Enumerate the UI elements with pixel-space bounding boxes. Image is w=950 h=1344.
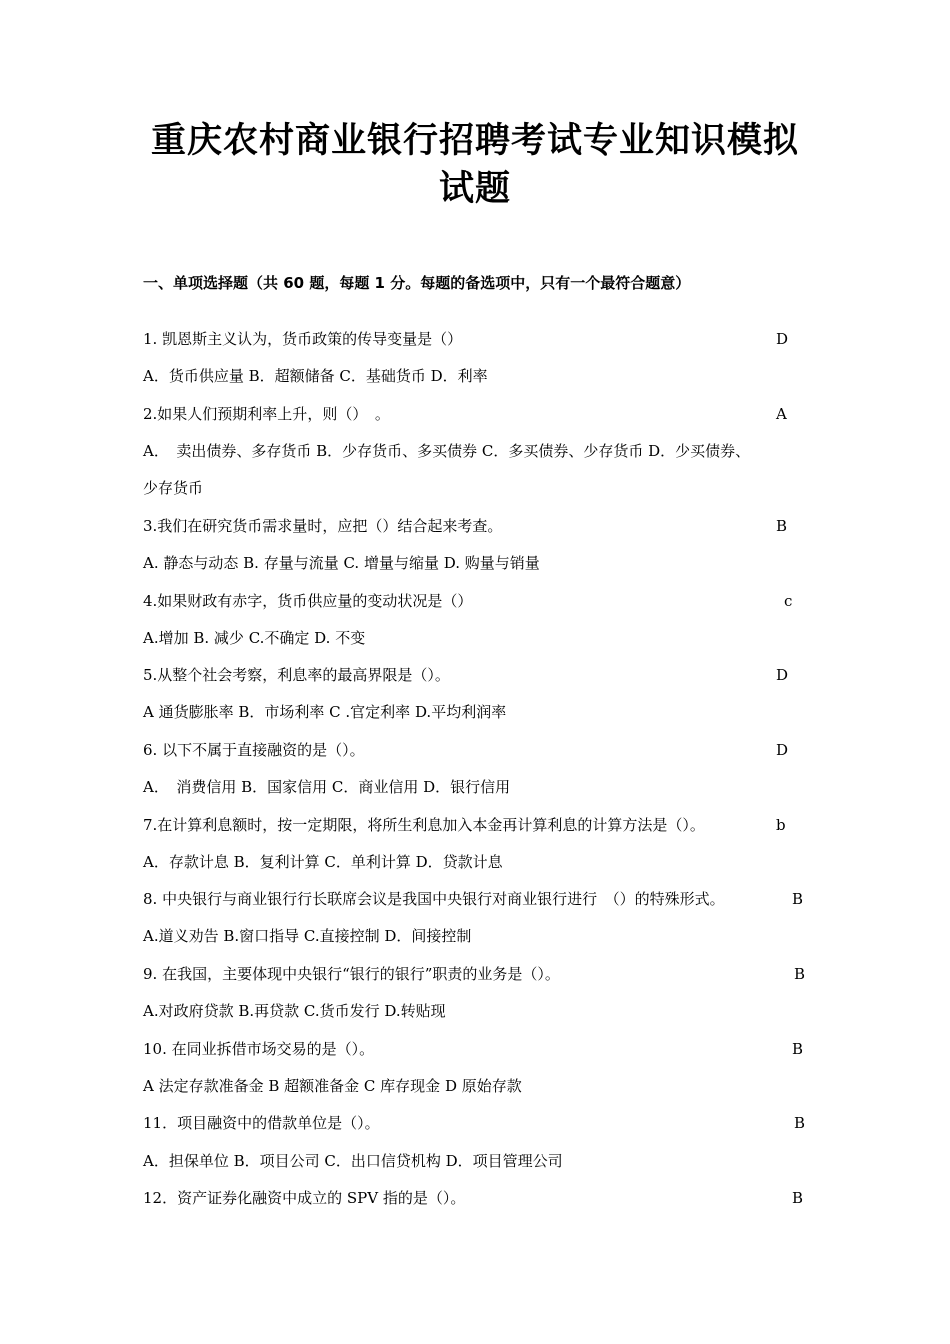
question-options: A．担保单位 B．项目公司 C．出口信贷机构 D．项目管理公司 <box>143 1152 563 1170</box>
question-text: 6. 以下不属于直接融资的是（）。 <box>143 741 365 759</box>
question-options: A.增加 B. 减少 C.不确定 D. 不变 <box>143 629 366 647</box>
question-text: 4.如果财政有赤字，货币供应量的变动状况是（） <box>143 592 473 610</box>
question-options: A． 卖出债券、多存货币 B．少存货币、多买债券 C．多买债券、少存货币 D．少买债券、 <box>143 442 751 460</box>
question-options: A 法定存款准备金 B 超额准备金 C 库存现金 D 原始存款 <box>143 1077 522 1095</box>
section-heading: 一、单项选择题（共 60 题，每题 1 分。每题的备选项中，只有一个最符合题意） <box>143 274 691 292</box>
answer-key: B <box>792 890 804 908</box>
question-text: 10. 在同业拆借市场交易的是（）。 <box>143 1040 375 1058</box>
question-text: 7.在计算利息额时，按一定期限，将所生利息加入本金再计算利息的计算方法是（）。 <box>143 816 705 834</box>
answer-key: B <box>792 1189 804 1207</box>
question-options-continued: 少存货币 <box>143 479 204 497</box>
answer-key: D <box>776 666 789 684</box>
question-text: 11．项目融资中的借款单位是（）。 <box>143 1114 380 1132</box>
question-options: A．货币供应量 B．超额储备 C．基础货币 D．利率 <box>143 367 488 385</box>
question-text: 9. 在我国，主要体现中央银行“银行的银行”职责的业务是（）。 <box>143 965 560 983</box>
question-text: 8. 中央银行与商业银行行长联席会议是我国中央银行对商业银行进行 （）的特殊形式。 <box>143 890 725 908</box>
question-options: A. 静态与动态 B. 存量与流量 C. 增量与缩量 D. 购量与销量 <box>143 554 540 572</box>
answer-key: D <box>776 330 789 348</box>
question-options: A.对政府贷款 B.再贷款 C.货币发行 D.转贴现 <box>143 1002 446 1020</box>
answer-key: B <box>776 517 788 535</box>
question-options: A．存款计息 B．复利计算 C．单利计算 D．贷款计息 <box>143 853 503 871</box>
question-options: A 通货膨胀率 B．市场利率 C .官定利率 D.平均利润率 <box>143 703 507 721</box>
answer-key: B <box>794 1114 806 1132</box>
question-text: 2.如果人们预期利率上升，则（） 。 <box>143 405 390 423</box>
question-text: 1. 凯恩斯主义认为，货币政策的传导变量是（） <box>143 330 463 348</box>
question-options: A.道义劝告 B.窗口指导 C.直接控制 D．间接控制 <box>143 927 472 945</box>
document-title-line-1: 重庆农村商业银行招聘考试专业知识模拟 <box>150 121 799 161</box>
question-text: 12．资产证券化融资中成立的 SPV 指的是（）。 <box>143 1189 466 1207</box>
document-title-line-2: 试题 <box>438 169 511 209</box>
question-text: 5.从整个社会考察，利息率的最高界限是（）。 <box>143 666 450 684</box>
answer-key: b <box>776 816 786 834</box>
answer-key: c <box>784 592 793 610</box>
answer-key: A <box>776 405 787 423</box>
question-options: A． 消费信用 B．国家信用 C．商业信用 D．银行信用 <box>143 778 511 796</box>
question-text: 3.我们在研究货币需求量时，应把（）结合起来考查。 <box>143 517 503 535</box>
answer-key: D <box>776 741 789 759</box>
answer-key: B <box>794 965 806 983</box>
answer-key: B <box>792 1040 804 1058</box>
